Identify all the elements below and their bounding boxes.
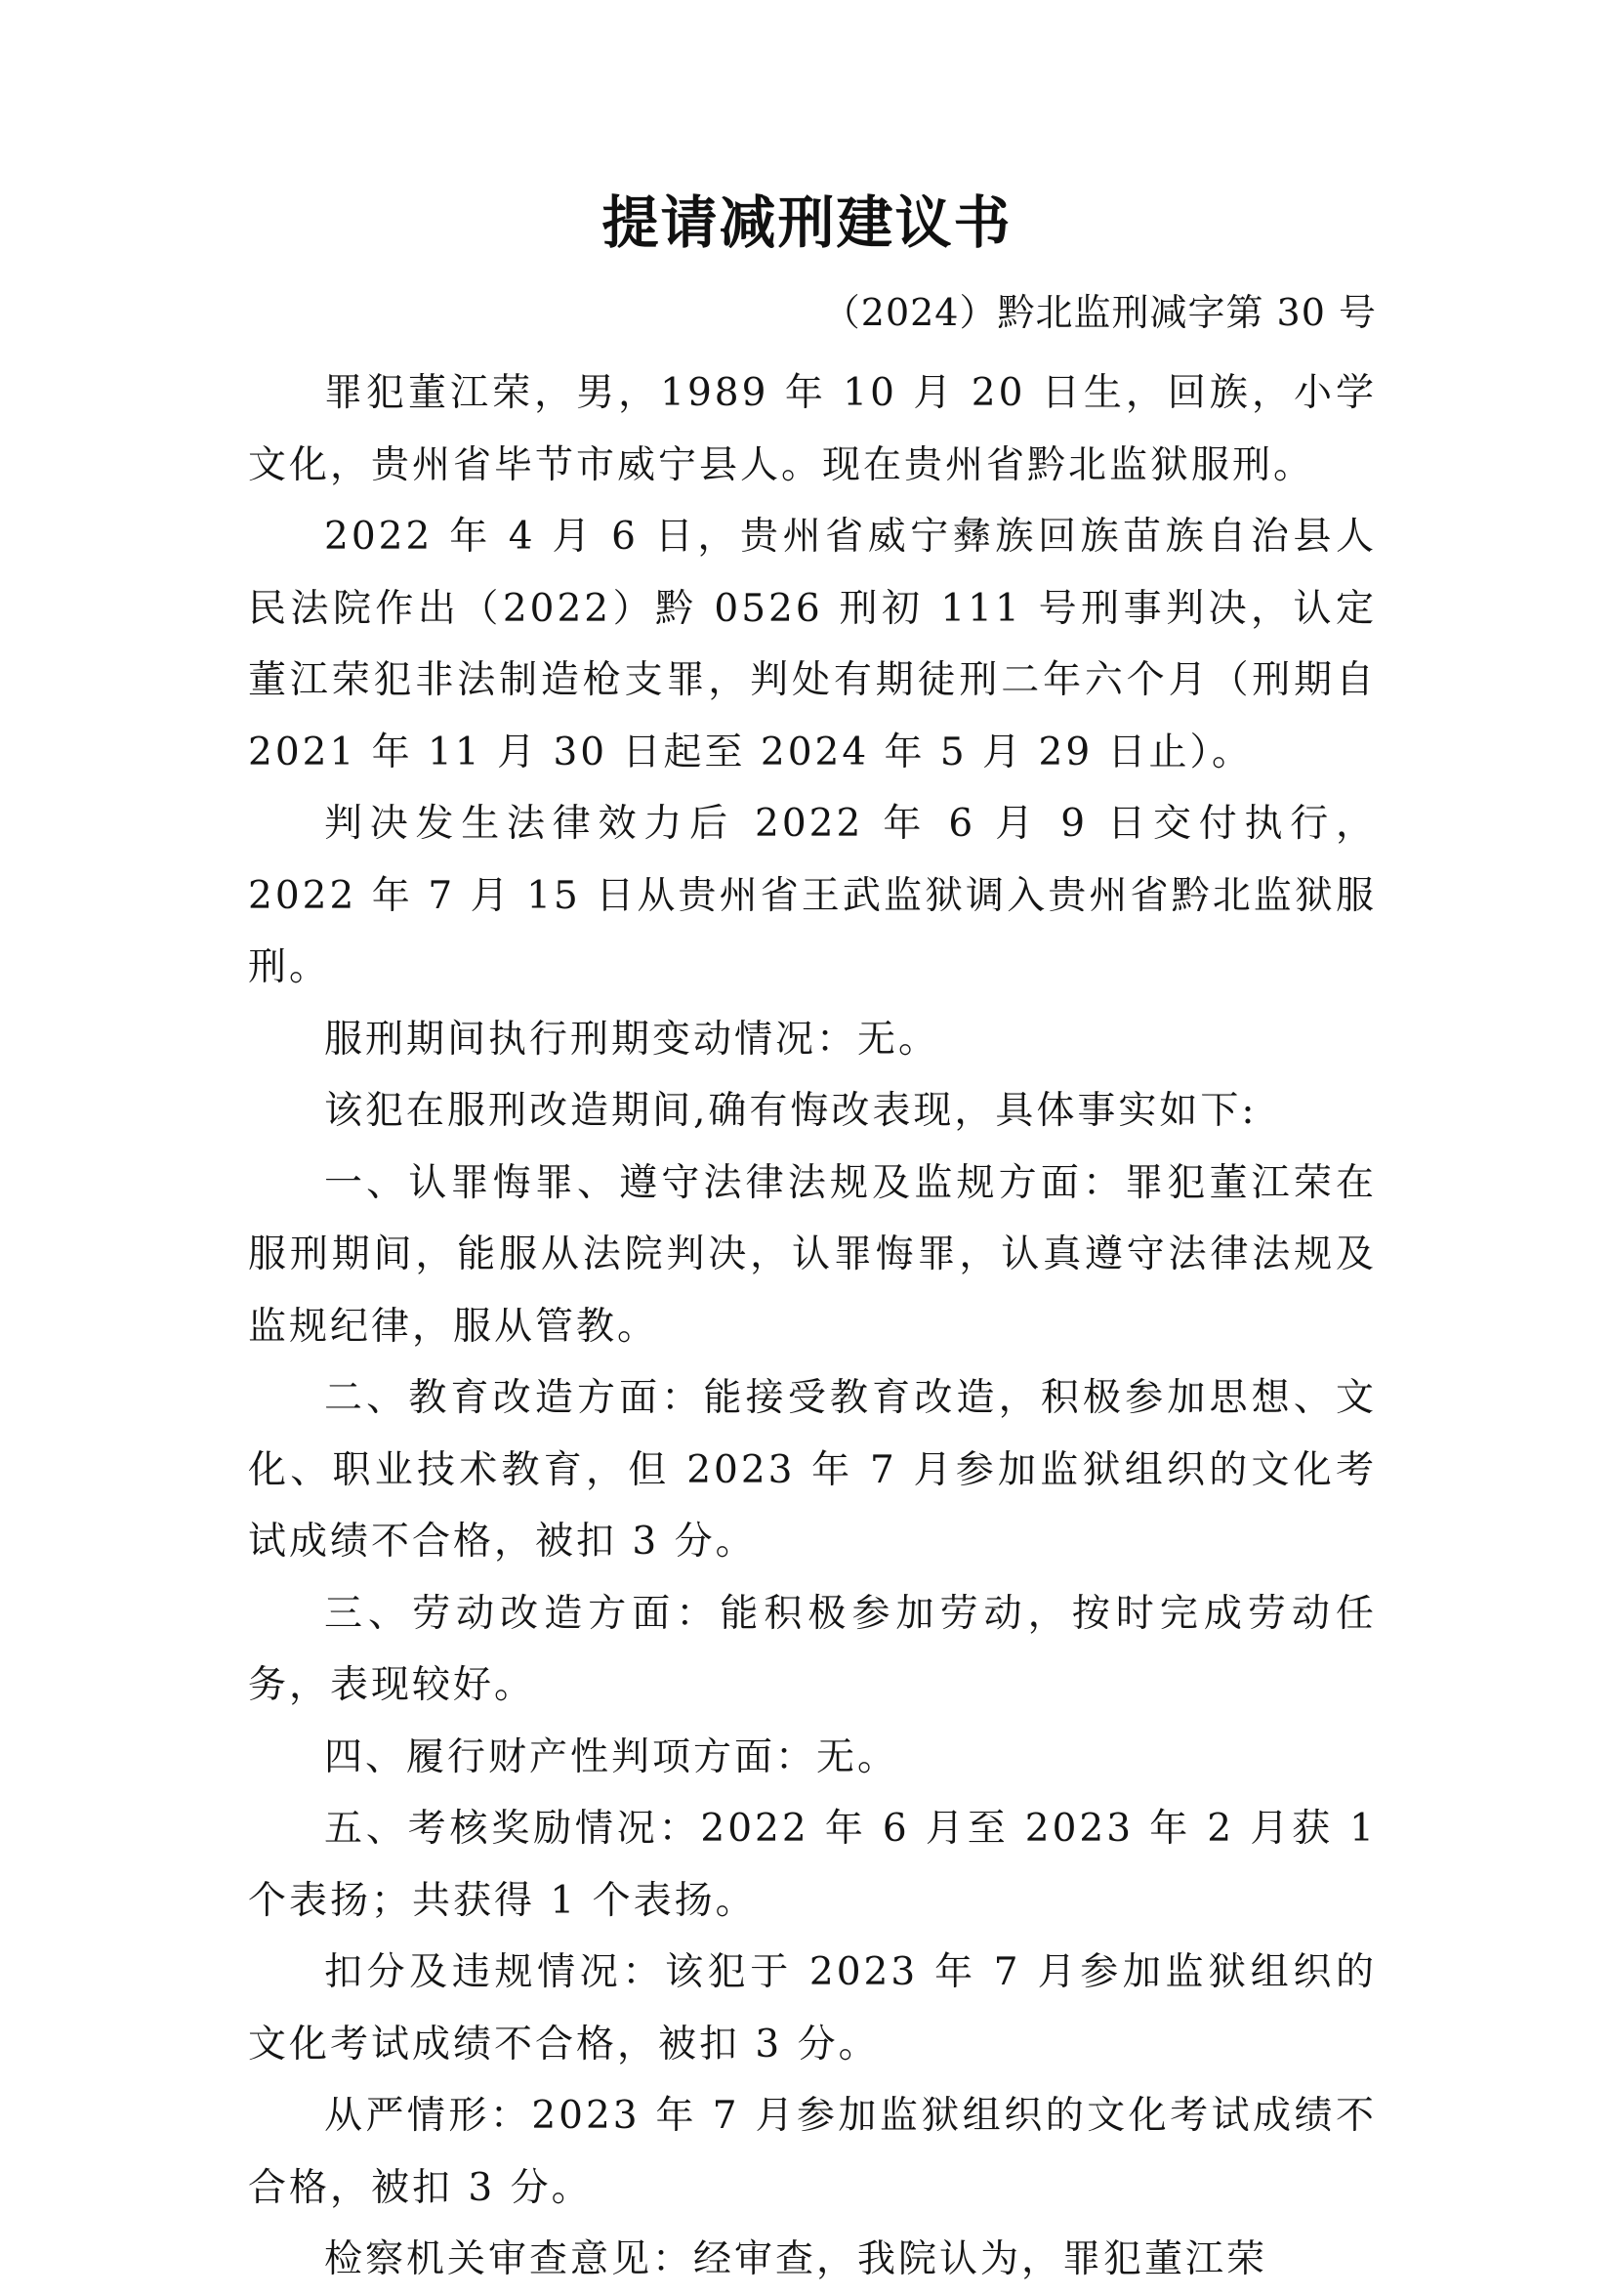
document-title: 提请减刑建议书	[601, 189, 1013, 256]
paragraph-procuratorate-opinion: 检察机关审查意见：经审查，我院认为，罪犯董江荣	[324, 2237, 1268, 2281]
paragraph-term-changes: 服刑期间执行刑期变动情况：无。	[324, 1017, 940, 1062]
document-number: （2024）黔北监刑减字第 30 号	[822, 291, 1377, 334]
paragraph-item-5: 五、考核奖励情况：2022 年 6 月至 2023 年 2 月获 1 个表扬；共获得 1 个表扬。	[248, 1807, 1377, 1923]
paragraph-execution: 判决发生法律效力后 2022 年 6 月 9 日交付执行，2022 年 7 月 15 日从贵州省王武监狱调入贵州省黔北监狱服刑。	[248, 802, 1377, 989]
document-body	[248, 357, 1377, 2296]
paragraph-repentance-intro: 该犯在服刑改造期间,确有悔改表现，具体事实如下:	[324, 1089, 1258, 1133]
paragraph-criminal-info: 罪犯董江荣，男，1989 年 10 月 20 日生，回族，小学文化，贵州省毕节市威宁县人。现在贵州省黔北监狱服刑。	[248, 371, 1377, 487]
paragraph-item-2: 二、教育改造方面：能接受教育改造，积极参加思想、文化、职业技术教育，但 2023 年 7 月参加监狱组织的文化考试成绩不合格，被扣 3 分。	[248, 1376, 1377, 1564]
paragraph-deductions: 扣分及违规情况：该犯于 2023 年 7 月参加监狱组织的文化考试成绩不合格，被扣 3 分。	[248, 1950, 1377, 2066]
paragraph-judgment: 2022 年 4 月 6 日，贵州省威宁彝族回族苗族自治县人民法院作出（2022）黔 0526 刑初 111 号刑事判决，认定董江荣犯非法制造枪支罪，判处有期徒刑二年六个月（刑期自 2021 年 11 月 30 日起至 2024 年 5 月 29 日止）。	[248, 515, 1377, 774]
paragraph-item-1: 一、认罪悔罪、遵守法律法规及监规方面：罪犯董江荣在服刑期间，能服从法院判决，认罪悔罪，认真遵守法律法规及监规纪律，服从管教。	[248, 1160, 1377, 1349]
paragraph-item-4: 四、履行财产性判项方面：无。	[324, 1734, 899, 1779]
paragraph-item-3: 三、劳动改造方面：能积极参加劳动，按时完成劳动任务，表现较好。	[248, 1591, 1377, 1707]
paragraph-strict-circumstances: 从严情形：2023 年 7 月参加监狱组织的文化考试成绩不合格，被扣 3 分。	[248, 2094, 1377, 2210]
